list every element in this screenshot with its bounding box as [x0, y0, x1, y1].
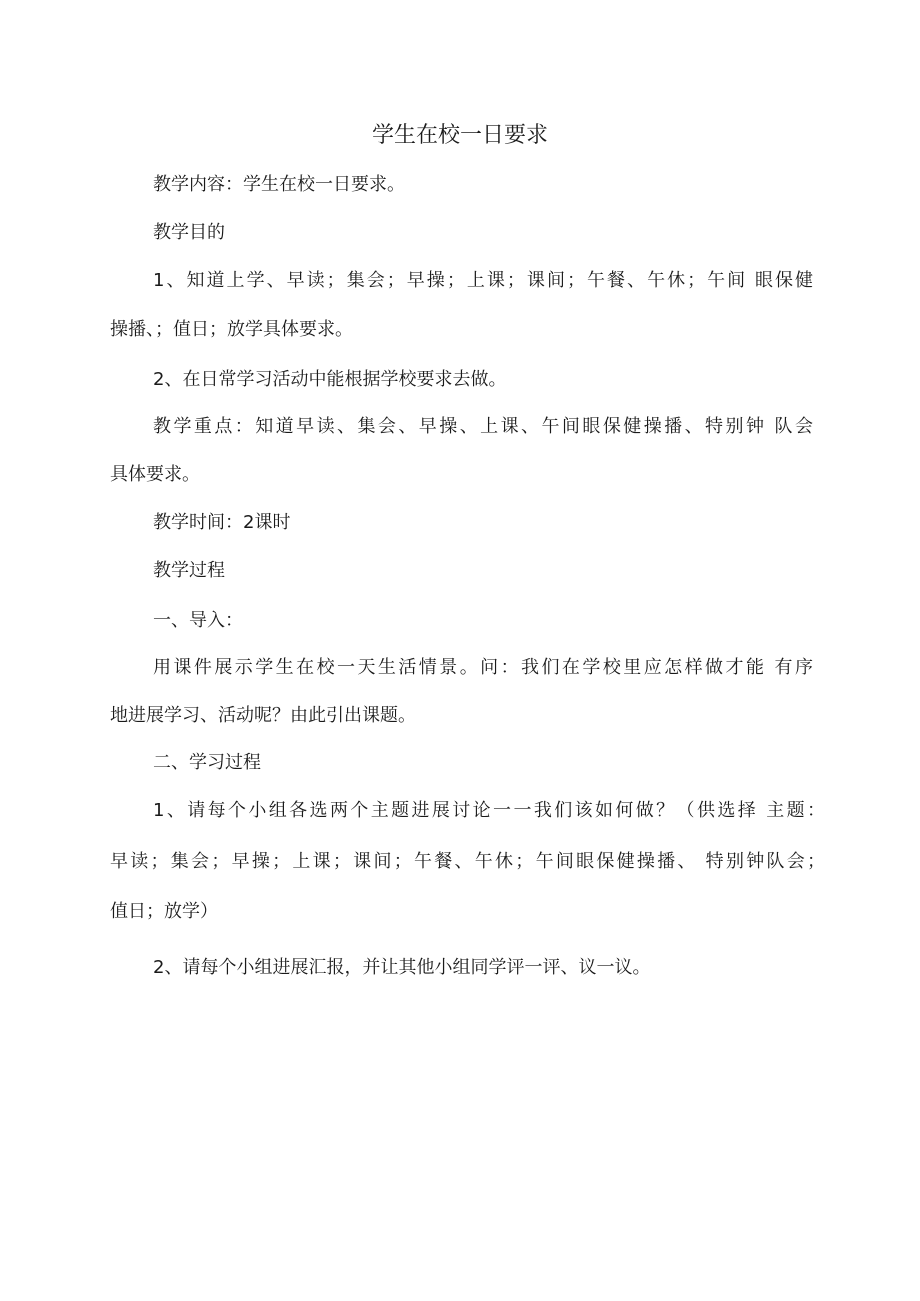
teaching-content-line: 教学内容：学生在校一日要求。 — [153, 174, 405, 195]
intro-line-2: 地进展学习、活动呢？由此引出课题。 — [110, 705, 416, 726]
key-points-line-1: 教学重点：知道早读、集会、早操、上课、午间眼保健操播、特别钟 队会 — [153, 416, 813, 437]
intro-heading: 一、导入： — [153, 610, 243, 631]
intro-line-1: 用课件展示学生在校一天生活情景。问：我们在学校里应怎样做才能 有序 — [153, 657, 813, 678]
study-item-1-line-1: 1、请每个小组各选两个主题进展讨论一一我们该如何做？（供选择 主题： — [153, 800, 825, 821]
teaching-purpose-heading: 教学目的 — [153, 222, 225, 243]
study-item-1-line-2: 早读；集会；早操；上课；课间；午餐、午休；午间眼保健操播、 特别钟队会； — [110, 851, 825, 872]
study-item-1-line-3: 值日；放学） — [110, 901, 218, 922]
purpose-item-1-line-1: 1、知道上学、早读；集会；早操；上课；课间；午餐、午休；午间 眼保健 — [153, 270, 813, 291]
document-title: 学生在校一日要求 — [371, 123, 548, 148]
key-points-line-2: 具体要求。 — [110, 464, 200, 485]
study-process-heading: 二、学习过程 — [153, 752, 261, 773]
purpose-item-1-line-2: 操播、；值日；放学具体要求。 — [110, 319, 353, 340]
study-item-2: 2、请每个小组进展汇报，并让其他小组同学评一评、议一议。 — [153, 957, 651, 978]
purpose-item-2: 2、在日常学习活动中能根据学校要求去做。 — [153, 369, 507, 390]
teaching-time-line: 教学时间：2课时 — [153, 512, 291, 533]
teaching-process-heading: 教学过程 — [153, 560, 225, 581]
